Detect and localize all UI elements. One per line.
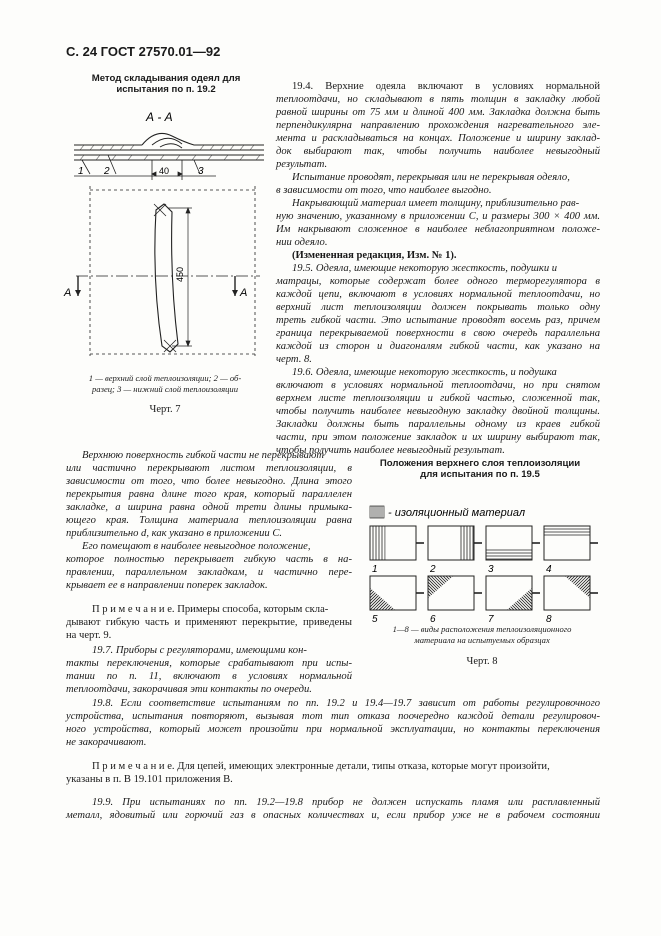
sample-number: 2 — [430, 564, 436, 575]
right-text-line: включают в условиях нормальной теплоотдачи, но при снятом — [276, 380, 600, 391]
body-text-line: 19.8. Если соответствие испытаниям по пп. 19.2 и 19.4—19.7 зависит от работы регулировочного — [92, 698, 600, 709]
body-text-line: металл, ядовитый или горючий газ в опасных количествах и, если прибор уже не в рабочем состоянии — [66, 810, 600, 821]
right-text-line: Закладки должны быть параллельны одному из краев гибкой — [276, 419, 600, 430]
left-text-line: или частично перекрывают листом теплоизоляции, в — [66, 463, 352, 474]
body-text-line: не закорачивают. — [66, 737, 147, 748]
fig7-chert: Черт. 7 — [149, 404, 181, 415]
section-hatch — [80, 145, 260, 160]
fig8-caption-line: материала на испытуемых образцах — [414, 635, 550, 645]
body-text-line: ного устройства, который может произойти при нормальной эксплуатации, но контакты переключения — [66, 724, 600, 735]
right-text-line: Испытание проводят, перекрывая или не перекрывая одеяло, — [292, 172, 570, 183]
sample-box-7 — [426, 576, 598, 624]
sample-box-6 — [368, 576, 540, 624]
left-text-line: перекрытия равна длине того края, который параллелен — [66, 489, 352, 500]
body-text-line: указаны в п. В 19.101 приложения В. — [66, 774, 233, 785]
left-text-line: которое полностью перекрывает гибкую часть в на- — [66, 554, 352, 565]
page-header: С. 24 ГОСТ 27570.01—92 — [66, 44, 221, 59]
sample-box-5 — [362, 576, 482, 624]
fig7-caption-line: 1 — верхний слой теплоизоляции; 2 — об- — [88, 373, 242, 383]
sample-number: 7 — [488, 614, 494, 624]
right-text-line: каждой цепи, включают в условиях нормальной теплоотдачи, но — [276, 289, 600, 300]
fig7-drawing — [60, 100, 270, 370]
right-text-line: мента и раскладываться на концах. Положение и ширину заклад- — [276, 133, 600, 144]
right-text-line: чтобы получить наиболее невыгодную закладку двойной толщины. — [276, 406, 600, 417]
left-text-line: 19.7. Приборы с регуляторами, имеющими кон- — [92, 645, 307, 656]
right-text-line: граница перекрываемой поверхности в свою очередь параллельна — [276, 328, 600, 339]
body-text-line: устройства, испытания повторяют, вызывая тот тип отказа поочередно каждой детали регулировоч- — [66, 711, 600, 722]
right-text-line: док выбирают так, чтобы получить наиболее невыгодный — [276, 146, 600, 157]
left-text-line: Верхнюю поверхность гибкой части не перекрывают — [82, 450, 325, 461]
left-text-line: на черт. 9. — [66, 630, 112, 641]
right-text-line: (Измененная редакция, Изм. № 1). — [292, 250, 457, 261]
right-text-line: каждой из сторон и диагоналям гибкой части, как указано на — [276, 341, 600, 352]
sample-number: 6 — [430, 614, 436, 624]
left-text-line: ющего края. Толщина материала теплоизоляции равна — [66, 515, 352, 526]
body-text-line: П р и м е ч а н и е. Для цепей, имеющих электронные детали, типы отказа, которые могут произойти, — [92, 761, 550, 772]
fig7-caption — [60, 373, 270, 395]
left-text-line: П р и м е ч а н и е. Примеры способа, которым скла- — [92, 604, 329, 615]
sample-box-2 — [368, 526, 506, 575]
right-text-line: 19.6. Одеяла, имеющие некоторую жесткость, и подушка — [292, 367, 557, 378]
right-text-line: матрацы, которые содержат более одного терморегулятора в — [276, 276, 600, 287]
right-text-line: Накрывающий материал имеет толщину, приблизительно рав- — [292, 198, 580, 209]
right-text-line: треть гибкой части. Это испытание проводят восемь раз, причем — [276, 315, 600, 326]
right-text-line: части, при этом положение закладок и их ширину выбирают так, — [276, 432, 600, 443]
dim-450: 450 — [175, 266, 185, 282]
fig7-caption-line: разец; 3 — нижний слой теплоизоляции — [92, 384, 238, 394]
left-text-line: такты переключения, которые срабатывают при испы- — [66, 658, 352, 669]
section-label: А - А — [146, 110, 173, 124]
callout-2: 2 — [104, 166, 110, 177]
right-text-line: Им накрывают сложенное в наиболее неблагоприятном положе- — [276, 224, 600, 235]
right-text-line: равной ширины от 75 мм и длиной 400 мм. Закладка должна быть — [276, 107, 600, 118]
fig8-title-line: Положения верхнего слоя теплоизоляции — [379, 458, 581, 469]
right-text-line: 19.4. Верхние одеяла включают в условиях нормальной — [292, 81, 600, 92]
right-text-line: черт. 8. — [276, 354, 312, 365]
fig8-chert: Черт. 8 — [466, 656, 498, 667]
left-text-line: теплоотдачи, закорачивая эти контакты по очереди. — [66, 684, 312, 695]
right-text-line: перпендикулярна направлению прохождения нагревательного эле- — [276, 120, 600, 131]
callout-3: 3 — [198, 166, 204, 177]
left-text-line: тании по п. 11, включают в условиях нормальной — [66, 671, 352, 682]
callout-1: 1 — [78, 166, 84, 177]
right-text-line: ную значению, указанному в приложении С, и размеры 300 × 400 мм. — [276, 211, 600, 222]
left-text-line: Его помещают в наиболее невыгодное положение, — [82, 541, 311, 552]
right-text-line: теплоотдачи, но складывают в пять толщин в закладку любой — [276, 94, 600, 105]
section-mark-right: А — [240, 287, 248, 299]
right-text-line: чтобы получить наиболее невыгодный результат. — [276, 445, 505, 456]
legend-swatch — [370, 506, 384, 518]
left-text-line: крывает ее в направлении поперек закладок. — [66, 580, 268, 591]
right-text-line: в зависимости от того, что наиболее выгодно. — [276, 185, 492, 196]
fig8-drawing — [362, 498, 602, 624]
sample-box-8 — [484, 576, 602, 624]
left-text-line: правлении, параллельном закладкам, и частично пере- — [66, 567, 352, 578]
fig8-title-line: для испытания по п. 19.5 — [420, 469, 540, 480]
left-text-line: закладке, а ширина равна одной трети длины примыка- — [66, 502, 352, 513]
fig8-caption — [362, 624, 602, 646]
sample-number: 3 — [488, 564, 494, 575]
sample-number: 4 — [546, 564, 552, 575]
fig8-caption-line: 1—8 — виды расположения теплоизоляционного — [392, 624, 572, 634]
right-text-line: 19.5. Одеяла, имеющие некоторую жесткость, подушки и — [292, 263, 558, 274]
fig8-title — [360, 458, 600, 480]
fig7-title-line: испытания по п. 19.2 — [116, 84, 216, 95]
right-text-line: верхний лист теплоизоляции должен покрывать только одну — [276, 302, 600, 313]
left-text-line: дывают гибкую часть и применяют перекрытие, приведены — [66, 617, 352, 628]
sample-number: 5 — [372, 614, 378, 624]
fig8-legend: - изоляционный материал — [388, 507, 526, 519]
section-mark-left: А — [64, 287, 72, 299]
right-text-line: результат. — [276, 159, 328, 170]
sample-number: 8 — [546, 614, 552, 624]
dim-40: 40 — [159, 166, 170, 176]
fig7-title — [66, 73, 266, 95]
left-text-line: зависимости от того, что более невыгодно. Длина этого — [66, 476, 352, 487]
left-text-line: приблизительно d, как указано в приложении С. — [66, 528, 283, 539]
right-text-line: нии одеяло. — [276, 237, 328, 248]
fig7-title-line: Метод складывания одеял для — [91, 73, 241, 84]
sample-number: 1 — [372, 564, 378, 575]
body-text-line: 19.9. При испытаниях по пп. 19.2—19.8 прибор не должен испускать пламя или расплавленный — [92, 797, 600, 808]
right-text-line: верхнем листе теплоизоляции и гибкой частью, сложенной так, — [276, 393, 600, 404]
